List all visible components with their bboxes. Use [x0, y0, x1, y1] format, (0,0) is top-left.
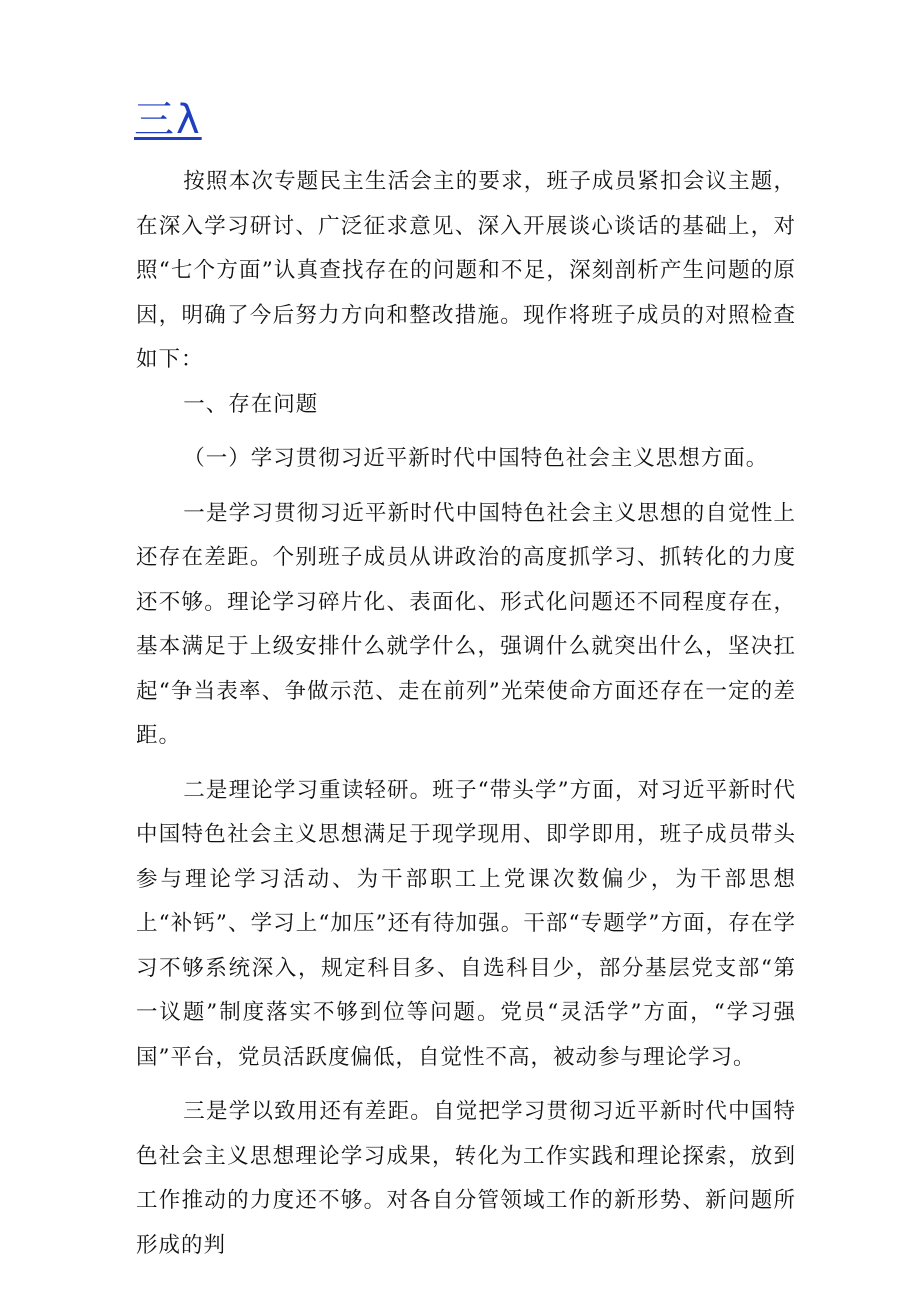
document-title: 三λ [134, 97, 202, 143]
paragraph-intro: 按照本次专题民主生活会主的要求，班子成员紧扣会议主题，在深入学习研讨、广泛征求意见、深入开展谈心谈话的基础上，对照“七个方面”认真查找存在的问题和不足，深刻剖析产生问题的原因，明确了今后努力方向和整改措施。现作将班子成员的对照检查如下： [136, 169, 796, 372]
section-heading-existing-problems: 一、存在问题 [183, 391, 319, 417]
paragraph-point-one: 一是学习贯彻习近平新时代中国特色社会主义思想的自觉性上还存在差距。个别班子成员从讲政治的高度抓学习、抓转化的力度还不够。理论学习碎片化、表面化、形式化问题还不同程度存在，基本满足于上级安排什么就学什么，强调什么就突出什么，坚决扛起“争当表率、争做示范、走在前列”光荣使命方面还存在一定的差距。 [136, 500, 796, 748]
paragraph-point-two: 二是理论学习重读轻研。班子“带头学”方面，对习近平新时代中国特色社会主义思想满足于现学现用、即学即用，班子成员带头参与理论学习活动、为干部职工上党课次数偏少，为干部思想上“补钙”、学习上“加压”还有待加强。干部“专题学”方面，存在学习不够系统深入，规定科目多、自选科目少，部分基层党支部“第一议题”制度落实不够到位等问题。党员“灵活学”方面，“学习强国”平台，党员活跃度偏低，自觉性不高，被动参与理论学习。 [136, 777, 796, 1070]
subsection-heading-study: （一）学习贯彻习近平新时代中国特色社会主义思想方面。 [183, 446, 769, 471]
paragraph-point-three: 三是学以致用还有差距。自觉把学习贯彻习近平新时代中国特色社会主义思想理论学习成果，转化为工作实践和理论探索，放到工作推动的力度还不够。对各自分管领域工作的新形势、新问题所形成的判 [136, 1099, 796, 1258]
document-body [136, 160, 796, 1278]
